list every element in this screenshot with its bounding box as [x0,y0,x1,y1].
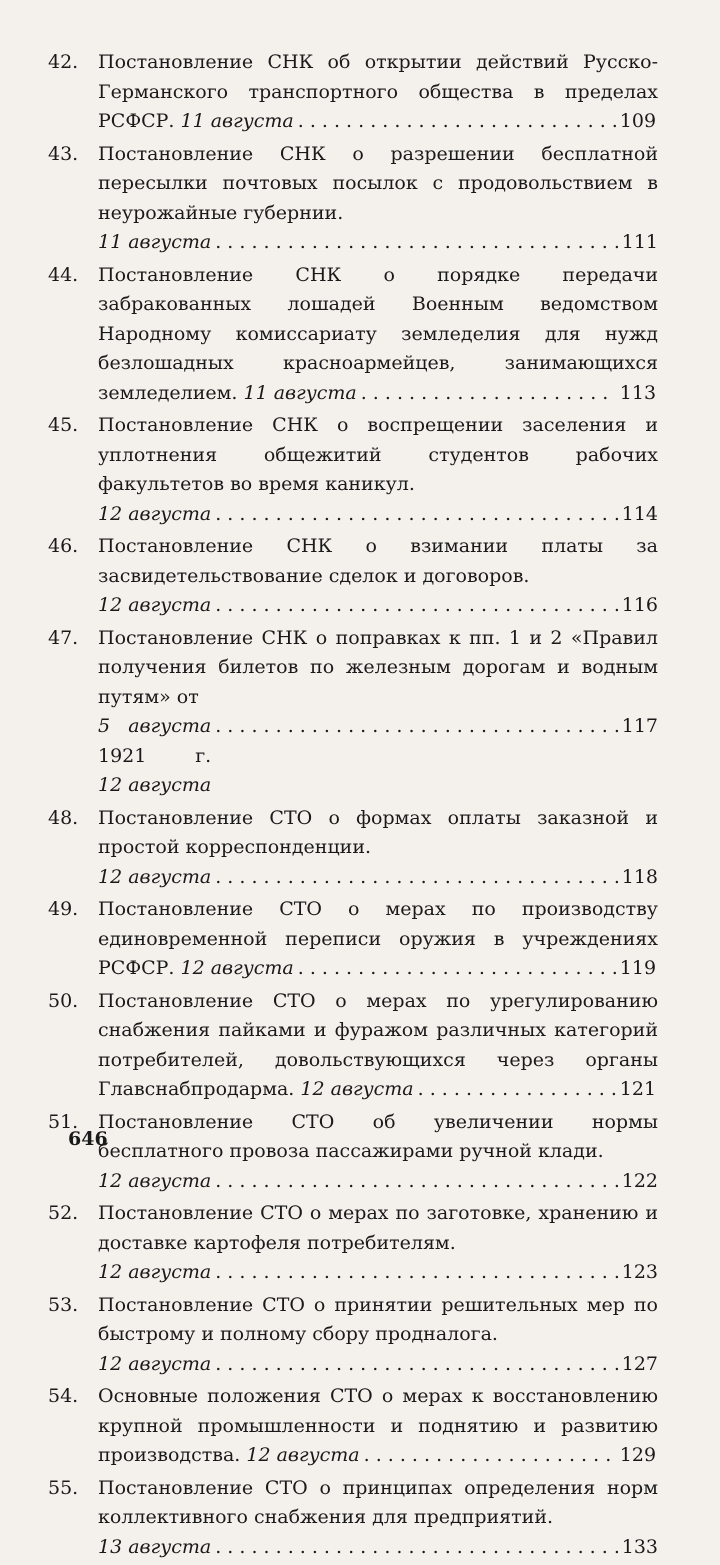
entry-page-number[interactable]: 116 [621,594,658,616]
entry-title: Постановление СНК о порядке передачи забракованных лошадей Военным ведомством Народному комиссариату земледелия для нужд безлошадных красноармейцев, занимающихся земледелием. [98,263,658,404]
entry-tail [181,954,294,984]
entry-title: Постановление СТО о мерах по заготовке, хранению и доставке картофеля потребителям. [98,1202,658,1254]
entry-date: 11 августа [243,381,357,404]
toc-entry [48,895,658,984]
entry-tail [98,863,211,893]
entry-page-number[interactable]: 117 [621,715,658,737]
entry-title: Постановление СНК о разрешении бесплатной пересылки почтовых посылок с продовольствием в неурожайные губернии. [98,142,658,224]
entry-leader-line [98,1533,658,1563]
entry-number: 48. [48,806,79,829]
entry-leader-line [98,228,658,258]
entry-title: Постановление СТО о принятии решительных мер по быстрому и полному сбору продналога. [98,1293,658,1345]
entry-page-number[interactable]: 122 [621,1169,658,1192]
entry-date: 11 августа [98,231,212,253]
toc-entry [48,1474,658,1563]
dot-leader [215,591,618,621]
entry-tail [98,712,211,801]
entry-date: 12 августа [98,1352,212,1375]
entry-page-number[interactable]: 129 [619,1444,657,1466]
entry-date: 11 августа [180,110,294,132]
toc-entry [48,261,658,409]
entry-title: Основные положения СТО о мерах к восстановлению крупной промышленности и поднятию и развитию производства. [98,1385,658,1466]
entry-page-number[interactable]: 121 [619,1078,657,1100]
entry-leader-line [98,1258,658,1288]
page-number: 646 [68,1128,108,1150]
entry-date: 12 августа [98,865,212,888]
toc-entry [48,1199,658,1288]
entry-page-number[interactable]: 123 [621,1261,658,1283]
entry-page-number[interactable]: 119 [619,957,657,979]
entry-number: 50. [48,989,79,1012]
toc-entry [48,1108,658,1197]
entry-tail [98,1167,211,1197]
entry-number: 46. [48,535,79,557]
entry-leader-line [98,591,658,621]
entry-number: 51. [48,1110,79,1133]
entry-page-number[interactable]: 118 [621,865,658,888]
entry-title: Постановление СТО о мерах по производству единовременной переписи оружия в учреждениях РСФСР. [98,898,658,979]
entry-title: Постановление СТО о формах оплаты заказной и простой корреспонденции. [98,806,658,858]
entry-date-second: 12 августа [98,774,212,796]
entry-page-number[interactable]: 109 [619,110,657,132]
entry-year: 1921 г. [98,744,212,767]
entry-date: 12 августа [180,957,294,979]
dot-leader [215,1350,618,1380]
entry-page-number[interactable]: 114 [621,502,658,525]
entry-date: 12 августа [98,594,212,616]
entry-title: Постановление СНК об открытии действий Русско-Германского транспортного общества в пределах РСФСР. [98,51,658,132]
toc-entry [48,804,658,893]
dot-leader [215,1258,618,1288]
entry-tail [300,1075,413,1105]
dot-leader [364,1441,616,1471]
entry-leader-line [244,379,657,409]
entry-tail [98,1350,211,1380]
entry-page-number[interactable]: 127 [621,1352,658,1375]
entry-date: 13 августа [98,1535,212,1558]
toc-entry [48,987,658,1105]
entry-date: 12 августа [98,1261,212,1283]
entry-date: 12 августа [300,1078,414,1100]
dot-leader [298,954,616,984]
entry-number: 52. [48,1202,79,1224]
entry-leader-line [98,500,658,530]
entry-leader-line [98,712,658,801]
entry-title: Постановление СТО об увеличении нормы бесплатного провоза пассажирами ручной клади. [98,1110,658,1162]
entry-page-number[interactable]: 113 [619,381,657,404]
entry-title: Постановление СНК о поправках к пп. 1 и 2 «Правил получения билетов по железным дорогам и водным путям» от [98,626,658,708]
entry-number: 55. [48,1476,79,1499]
entry-leader-line [300,1075,656,1105]
dot-leader [298,107,616,137]
entry-title: Постановление СТО о принципах определения норм коллективного снабжения для предприятий. [98,1476,658,1528]
entry-number: 54. [48,1385,79,1407]
entry-number: 49. [48,898,79,920]
entry-number: 47. [48,626,79,649]
entry-title: Постановление СНК о взимании платы за засвидетельствование сделок и договоров. [98,535,658,587]
entry-tail [98,591,211,621]
dot-leader [215,712,618,742]
entry-leader-line [98,1167,658,1197]
entry-number: 42. [48,51,79,73]
dot-leader [215,863,618,893]
dot-leader [418,1075,616,1105]
toc-entry [48,411,658,529]
entry-page-number[interactable]: 111 [621,231,658,253]
entry-number: 45. [48,414,79,436]
toc-entry [48,532,658,621]
entry-tail [244,379,357,409]
entry-leader-line [181,954,657,984]
entry-title: Постановление СНК о воспрещении заселения и уплотнения общежитий студентов рабочих факультетов во время каникул. [98,414,658,495]
dot-leader [215,1167,618,1197]
entry-tail [246,1441,359,1471]
entry-leader-line [181,107,657,137]
dot-leader [215,228,618,258]
entry-date: 12 августа [98,502,212,525]
dot-leader [361,379,616,409]
toc-entry [48,140,658,258]
dot-leader [215,1533,618,1563]
table-of-contents [48,48,658,1565]
entry-tail [98,1258,211,1288]
entry-title: Постановление СТО о мерах по урегулированию снабжения пайками и фуражом различных категорий потребителей, довольствующихся через органы Главснабпродарма. [98,989,658,1100]
entry-leader-line [98,1350,658,1380]
toc-entry [48,48,658,137]
entry-tail [98,1533,211,1563]
entry-tail [98,228,211,258]
toc-entry [48,624,658,801]
entry-date: 12 августа [98,1169,212,1192]
entry-tail [181,107,294,137]
entry-date: 5 августа [98,715,212,737]
entry-number: 53. [48,1293,79,1316]
entry-leader-line [246,1441,656,1471]
toc-entry [48,1382,658,1471]
entry-number: 43. [48,142,79,165]
entry-number: 44. [48,263,79,286]
entry-leader-line [98,863,658,893]
entry-date: 12 августа [246,1444,360,1466]
entry-tail [98,500,211,530]
entry-page-number[interactable]: 133 [621,1535,658,1558]
dot-leader [215,500,618,530]
toc-entry [48,1291,658,1380]
